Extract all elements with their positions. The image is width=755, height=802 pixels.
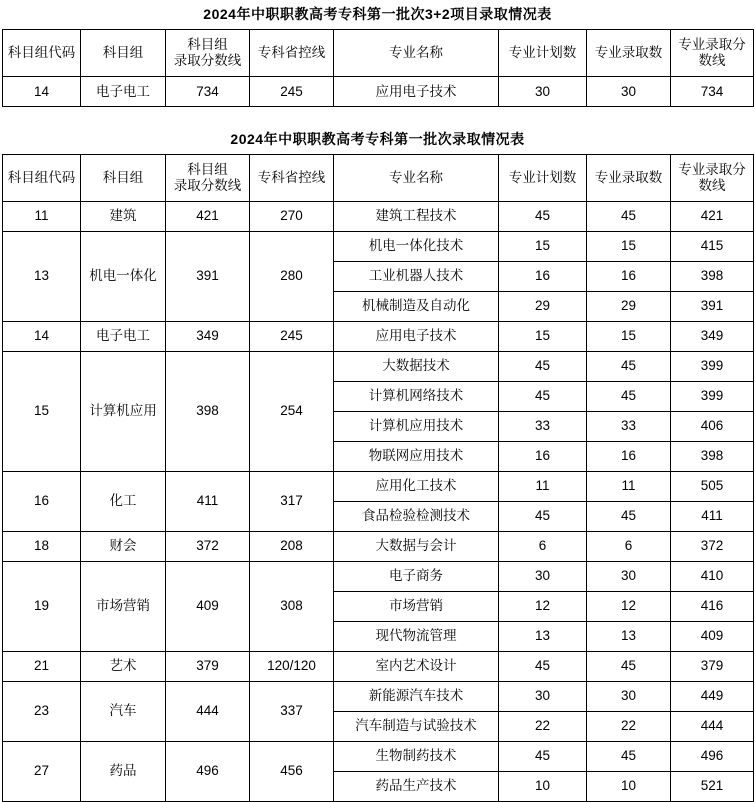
table-row xyxy=(3,471,754,501)
cell-group-score: 496 xyxy=(166,741,250,801)
cell-major-score: 349 xyxy=(671,321,754,351)
cell-major-name: 建筑工程技术 xyxy=(334,201,499,231)
cell-province-line: 254 xyxy=(250,351,334,471)
header-group-name: 科目组 xyxy=(81,154,166,201)
header-group-code: 科目组代码 xyxy=(3,29,81,76)
cell-major-score: 496 xyxy=(671,741,754,771)
cell-admit-count: 15 xyxy=(587,231,671,261)
cell-group-score: 734 xyxy=(166,76,250,106)
table-row xyxy=(3,561,754,591)
cell-group-name: 汽车 xyxy=(81,681,166,741)
cell-major-score: 734 xyxy=(671,76,754,106)
cell-plan-count: 11 xyxy=(499,471,587,501)
table-2-header xyxy=(3,154,754,201)
cell-admit-count: 22 xyxy=(587,711,671,741)
cell-admit-count: 30 xyxy=(587,681,671,711)
cell-major-name: 汽车制造与试验技术 xyxy=(334,711,499,741)
cell-plan-count: 30 xyxy=(499,681,587,711)
table-2-body xyxy=(3,201,754,801)
header-plan-count: 专业计划数 xyxy=(499,29,587,76)
table-1-header xyxy=(3,29,754,76)
cell-major-name: 应用电子技术 xyxy=(334,76,499,106)
cell-admit-count: 30 xyxy=(587,76,671,106)
table-row xyxy=(3,76,754,106)
table-gap xyxy=(2,107,753,125)
cell-group-code: 14 xyxy=(3,76,81,106)
cell-province-line: 456 xyxy=(250,741,334,801)
cell-group-code: 27 xyxy=(3,741,81,801)
cell-admit-count: 33 xyxy=(587,411,671,441)
cell-major-name: 机电一体化技术 xyxy=(334,231,499,261)
cell-group-name: 电子电工 xyxy=(81,321,166,351)
cell-group-name: 电子电工 xyxy=(81,76,166,106)
cell-major-score: 409 xyxy=(671,621,754,651)
cell-major-score: 415 xyxy=(671,231,754,261)
cell-plan-count: 10 xyxy=(499,771,587,801)
cell-major-score: 411 xyxy=(671,501,754,531)
header-group-code: 科目组代码 xyxy=(3,154,81,201)
cell-major-name: 市场营销 xyxy=(334,591,499,621)
header-group-score-line-2: 录取分数线 xyxy=(173,52,242,68)
cell-group-code: 16 xyxy=(3,471,81,531)
cell-plan-count: 30 xyxy=(499,561,587,591)
cell-admit-count: 30 xyxy=(587,561,671,591)
cell-admit-count: 45 xyxy=(587,381,671,411)
cell-group-name: 市场营销 xyxy=(81,561,166,651)
cell-major-name: 计算机应用技术 xyxy=(334,411,499,441)
table-row xyxy=(3,741,754,771)
cell-major-name: 应用电子技术 xyxy=(334,321,499,351)
cell-major-score: 421 xyxy=(671,201,754,231)
cell-group-score: 391 xyxy=(166,231,250,321)
cell-plan-count: 12 xyxy=(499,591,587,621)
cell-group-score: 421 xyxy=(166,201,250,231)
cell-group-score: 379 xyxy=(166,651,250,681)
cell-plan-count: 29 xyxy=(499,291,587,321)
cell-plan-count: 45 xyxy=(499,381,587,411)
cell-plan-count: 16 xyxy=(499,261,587,291)
header-major-name: 专业名称 xyxy=(334,154,499,201)
cell-major-name: 室内艺术设计 xyxy=(334,651,499,681)
cell-province-line: 245 xyxy=(250,76,334,106)
cell-major-name: 大数据技术 xyxy=(334,351,499,381)
cell-admit-count: 10 xyxy=(587,771,671,801)
cell-admit-count: 45 xyxy=(587,651,671,681)
cell-province-line: 317 xyxy=(250,471,334,531)
cell-group-code: 14 xyxy=(3,321,81,351)
cell-admit-count: 16 xyxy=(587,441,671,471)
cell-group-code: 18 xyxy=(3,531,81,561)
cell-major-score: 399 xyxy=(671,351,754,381)
cell-plan-count: 16 xyxy=(499,441,587,471)
cell-major-name: 药品生产技术 xyxy=(334,771,499,801)
header-admit-count: 专业录取数 xyxy=(587,154,671,201)
table-row xyxy=(3,651,754,681)
cell-province-line: 337 xyxy=(250,681,334,741)
header-plan-count: 专业计划数 xyxy=(499,154,587,201)
table-row xyxy=(3,231,754,261)
table-header-row xyxy=(3,154,754,201)
cell-major-score: 444 xyxy=(671,711,754,741)
cell-group-code: 23 xyxy=(3,681,81,741)
cell-major-score: 406 xyxy=(671,411,754,441)
cell-province-line: 120/120 xyxy=(250,651,334,681)
cell-group-name: 建筑 xyxy=(81,201,166,231)
admission-table-block-2 xyxy=(2,125,753,802)
cell-group-score: 349 xyxy=(166,321,250,351)
table-1-title: 2024年中职职教高考专科第一批次3+2项目录取情况表 xyxy=(203,6,552,22)
cell-major-name: 新能源汽车技术 xyxy=(334,681,499,711)
cell-plan-count: 45 xyxy=(499,201,587,231)
cell-major-name: 物联网应用技术 xyxy=(334,441,499,471)
cell-major-score: 521 xyxy=(671,771,754,801)
cell-major-score: 398 xyxy=(671,261,754,291)
cell-major-score: 416 xyxy=(671,591,754,621)
cell-admit-count: 12 xyxy=(587,591,671,621)
cell-major-name: 现代物流管理 xyxy=(334,621,499,651)
header-group-name: 科目组 xyxy=(81,29,166,76)
header-province-line: 专科省控线 xyxy=(250,154,334,201)
cell-group-name: 艺术 xyxy=(81,651,166,681)
cell-plan-count: 13 xyxy=(499,621,587,651)
cell-group-name: 机电一体化 xyxy=(81,231,166,321)
cell-group-name: 财会 xyxy=(81,531,166,561)
header-province-line: 专科省控线 xyxy=(250,29,334,76)
admission-table-2 xyxy=(2,154,754,802)
cell-major-score: 398 xyxy=(671,441,754,471)
cell-group-code: 11 xyxy=(3,201,81,231)
cell-province-line: 208 xyxy=(250,531,334,561)
cell-major-score: 372 xyxy=(671,531,754,561)
cell-admit-count: 11 xyxy=(587,471,671,501)
cell-admit-count: 13 xyxy=(587,621,671,651)
cell-plan-count: 15 xyxy=(499,231,587,261)
cell-major-score: 391 xyxy=(671,291,754,321)
cell-group-code: 13 xyxy=(3,231,81,321)
cell-major-name: 生物制药技术 xyxy=(334,741,499,771)
cell-plan-count: 15 xyxy=(499,321,587,351)
table-row xyxy=(3,531,754,561)
cell-group-code: 19 xyxy=(3,561,81,651)
cell-major-score: 449 xyxy=(671,681,754,711)
table-header-row xyxy=(3,29,754,76)
cell-plan-count: 45 xyxy=(499,651,587,681)
table-1-body xyxy=(3,76,754,106)
cell-plan-count: 22 xyxy=(499,711,587,741)
header-group-score-line-1: 科目组 xyxy=(187,162,228,178)
admission-table-block-1 xyxy=(2,0,753,107)
cell-group-score: 409 xyxy=(166,561,250,651)
cell-major-score: 410 xyxy=(671,561,754,591)
cell-admit-count: 45 xyxy=(587,351,671,381)
table-2-title: 2024年中职职教高考专科第一批次录取情况表 xyxy=(230,130,525,147)
header-group-score-line xyxy=(166,154,250,201)
cell-major-name: 大数据与会计 xyxy=(334,531,499,561)
header-group-score-line xyxy=(166,29,250,76)
cell-province-line: 270 xyxy=(250,201,334,231)
cell-plan-count: 45 xyxy=(499,351,587,381)
header-major-score-line: 专业录取分数线 xyxy=(671,154,754,201)
cell-plan-count: 6 xyxy=(499,531,587,561)
cell-group-code: 15 xyxy=(3,351,81,471)
cell-group-score: 444 xyxy=(166,681,250,741)
cell-group-score: 372 xyxy=(166,531,250,561)
cell-major-score: 505 xyxy=(671,471,754,501)
cell-admit-count: 15 xyxy=(587,321,671,351)
cell-admit-count: 45 xyxy=(587,201,671,231)
cell-admit-count: 29 xyxy=(587,291,671,321)
cell-major-name: 电子商务 xyxy=(334,561,499,591)
cell-major-name: 机械制造及自动化 xyxy=(334,291,499,321)
header-group-score-line-1: 科目组 xyxy=(187,37,228,53)
cell-group-name: 药品 xyxy=(81,741,166,801)
cell-group-name: 化工 xyxy=(81,471,166,531)
cell-plan-count: 45 xyxy=(499,741,587,771)
cell-group-score: 398 xyxy=(166,351,250,471)
cell-plan-count: 33 xyxy=(499,411,587,441)
cell-major-score: 379 xyxy=(671,651,754,681)
cell-group-name: 计算机应用 xyxy=(81,351,166,471)
cell-admit-count: 16 xyxy=(587,261,671,291)
table-row xyxy=(3,201,754,231)
cell-major-name: 工业机器人技术 xyxy=(334,261,499,291)
cell-admit-count: 45 xyxy=(587,501,671,531)
cell-group-score: 411 xyxy=(166,471,250,531)
cell-major-score: 399 xyxy=(671,381,754,411)
header-major-name: 专业名称 xyxy=(334,29,499,76)
cell-province-line: 280 xyxy=(250,231,334,321)
cell-major-name: 食品检验检测技术 xyxy=(334,501,499,531)
table-row xyxy=(3,321,754,351)
header-admit-count: 专业录取数 xyxy=(587,29,671,76)
table-row xyxy=(3,351,754,381)
cell-major-name: 计算机网络技术 xyxy=(334,381,499,411)
admission-table-1 xyxy=(2,29,754,107)
cell-plan-count: 30 xyxy=(499,76,587,106)
header-major-score-line: 专业录取分数线 xyxy=(671,29,754,76)
cell-group-code: 21 xyxy=(3,651,81,681)
cell-province-line: 245 xyxy=(250,321,334,351)
table-row xyxy=(3,681,754,711)
cell-admit-count: 6 xyxy=(587,531,671,561)
header-group-score-line-2: 录取分数线 xyxy=(173,177,242,193)
cell-plan-count: 45 xyxy=(499,501,587,531)
cell-admit-count: 45 xyxy=(587,741,671,771)
cell-major-name: 应用化工技术 xyxy=(334,471,499,501)
cell-province-line: 308 xyxy=(250,561,334,651)
